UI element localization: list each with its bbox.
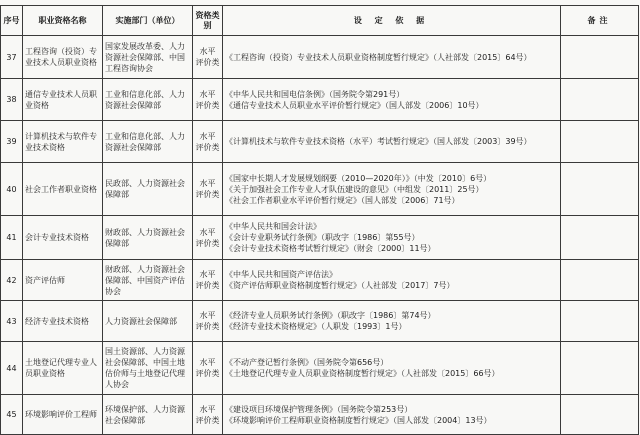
remarks [561, 395, 639, 435]
basis-line: 《建设项目环境保护管理条例》（国务院令第253号） [225, 404, 413, 414]
header-dept [103, 6, 193, 36]
qualification-category [193, 342, 223, 395]
category-line: 评价类 [195, 58, 220, 67]
implementing-department: 工业和信息化部、人力资源社会保障部 [103, 79, 193, 121]
basis-line: 《计算机技术与软件专业技术资格（水平）考试暂行规定》（国人部发〔2003〕39号） [225, 137, 532, 146]
header-basis: 设 定 依 据 [223, 6, 561, 36]
qualification-name: 环境影响评价工程师 [23, 395, 103, 435]
category-line: 水平 [199, 47, 216, 56]
basis-line: 《通信专业技术人员职业水平评价暂行规定》（国人部发〔2006〕10号） [225, 100, 484, 110]
qualification-name: 经济专业技术资格 [23, 301, 103, 342]
implementing-department: 财政部、人力资源社会保障部 [103, 216, 193, 260]
qualification-name: 计算机技术与软件专业技术资格 [23, 121, 103, 163]
row-number: 43 [1, 301, 23, 342]
legal-basis [223, 121, 561, 163]
legal-basis [223, 342, 561, 395]
category-line: 评价类 [195, 142, 220, 152]
row-number: 37 [1, 36, 23, 79]
header-category [193, 6, 223, 36]
legal-basis [223, 260, 561, 301]
row-number: 45 [1, 395, 23, 435]
basis-line: 《经济专业人员职务试行条例》（职改字〔1986〕第74号） [225, 311, 436, 320]
header-category-label: 资格类别 [195, 10, 220, 30]
category-line: 水平 [199, 131, 216, 141]
legal-basis [223, 301, 561, 342]
qualification-category [193, 121, 223, 163]
category-line: 评价类 [195, 322, 220, 331]
table-row [1, 301, 639, 342]
table-row [1, 260, 639, 301]
qualification-category [193, 163, 223, 216]
qualification-category [193, 79, 223, 121]
table-body [1, 36, 639, 435]
table-header-row [1, 6, 639, 36]
implementing-department: 民政部、人力资源社会保障部 [103, 163, 193, 216]
implementing-department: 环境保护部、人力资源社会保障部 [103, 395, 193, 435]
legal-basis [223, 163, 561, 216]
remarks [561, 36, 639, 79]
header-note: 备注 [561, 6, 639, 36]
basis-line: 《工程咨询（投资）专业技术人员职业资格制度暂行规定》（人社部发〔2015〕64号） [225, 52, 532, 62]
category-line: 评价类 [195, 100, 220, 110]
qualification-category [193, 395, 223, 435]
qualification-category [193, 36, 223, 79]
legal-basis [223, 216, 561, 260]
category-line: 水平 [199, 89, 216, 99]
table-row [1, 216, 639, 260]
basis-line: 《不动产登记暂行条例》（国务院令第656号） [225, 358, 389, 367]
remarks [561, 301, 639, 342]
qualification-name: 资产评估师 [23, 260, 103, 301]
implementing-department: 国土资源部、人力资源社会保障部、中国土地估价师与土地登记代理人协会 [103, 342, 193, 395]
table-row [1, 342, 639, 395]
qualification-name: 土地登记代理专业人员职业资格 [23, 342, 103, 395]
implementing-department: 工业和信息化部、人力资源社会保障部 [103, 121, 193, 163]
table-row [1, 36, 639, 79]
implementing-department: 财政部、人力资源社会保障部、中国资产评估协会 [103, 260, 193, 301]
row-number: 42 [1, 260, 23, 301]
qualification-category [193, 301, 223, 342]
qualification-table [0, 5, 639, 435]
basis-line: 《关于加强社会工作专业人才队伍建设的意见》（中组发〔2011〕25号） [225, 184, 484, 194]
basis-line: 《会计专业职务试行条例》（职改字〔1986〕第55号） [225, 233, 420, 242]
basis-line: 《社会工作者职业水平评价暂行规定》（国人部发〔2006〕71号） [225, 195, 460, 205]
category-line: 水平 [199, 227, 216, 237]
implementing-department: 国家发展改革委、人力资源社会保障部、中国工程咨询协会 [103, 36, 193, 79]
qualification-name: 会计专业技术资格 [23, 216, 103, 260]
row-number: 44 [1, 342, 23, 395]
table-row [1, 163, 639, 216]
category-line: 水平 [199, 311, 216, 320]
basis-line: 《中华人民共和国资产评估法》 [225, 270, 337, 279]
basis-line: 《中华人民共和国会计法》 [225, 222, 321, 231]
category-line: 评价类 [195, 238, 220, 248]
table-row [1, 395, 639, 435]
category-line: 评价类 [195, 190, 220, 199]
row-number: 38 [1, 79, 23, 121]
header-no: 序号 [1, 6, 23, 36]
remarks [561, 216, 639, 260]
table-row [1, 121, 639, 163]
basis-line: 《中华人民共和国电信条例》（国务院令第291号） [225, 89, 405, 99]
legal-basis [223, 36, 561, 79]
header-dept-label: 实施部门（单位） [115, 15, 180, 25]
basis-line: 《经济专业技术资格规定》（人职发〔1993〕1号） [225, 322, 407, 331]
header-name: 职业资格名称 [23, 6, 103, 36]
category-line: 水平 [199, 179, 216, 188]
category-line: 评价类 [195, 415, 220, 425]
qualification-name: 社会工作者职业资格 [23, 163, 103, 216]
row-number: 41 [1, 216, 23, 260]
category-line: 水平 [199, 270, 216, 279]
qualification-category [193, 216, 223, 260]
qualification-category [193, 260, 223, 301]
table-row [1, 79, 639, 121]
category-line: 评价类 [195, 281, 220, 290]
remarks [561, 79, 639, 121]
remarks [561, 342, 639, 395]
row-number: 40 [1, 163, 23, 216]
basis-line: 《环境影响评价工程师职业资格制度暂行规定》（国人部发〔2004〕13号） [225, 415, 492, 425]
implementing-department: 人力资源社会保障部 [103, 301, 193, 342]
qualification-name: 通信专业技术人员职业资格 [23, 79, 103, 121]
remarks [561, 260, 639, 301]
basis-line: 《土地登记代理专业人员职业资格制度暂行规定》（人社部发〔2015〕66号） [225, 369, 500, 378]
category-line: 评价类 [195, 369, 220, 378]
row-number: 39 [1, 121, 23, 163]
category-line: 水平 [199, 404, 216, 414]
remarks [561, 121, 639, 163]
legal-basis [223, 79, 561, 121]
category-line: 水平 [199, 358, 216, 367]
legal-basis [223, 395, 561, 435]
qualification-name: 工程咨询（投资）专业技术人员职业资格 [23, 36, 103, 79]
basis-line: 《会计专业技术资格考试暂行规定》（财会〔2000〕11号） [225, 244, 436, 253]
remarks [561, 163, 639, 216]
basis-line: 《国家中长期人才发展规划纲要（2010—2020年）》（中发〔2010〕6号） [225, 173, 492, 183]
basis-line: 《资产评估师职业资格制度暂行规定》（人社部发〔2017〕7号） [225, 281, 455, 290]
